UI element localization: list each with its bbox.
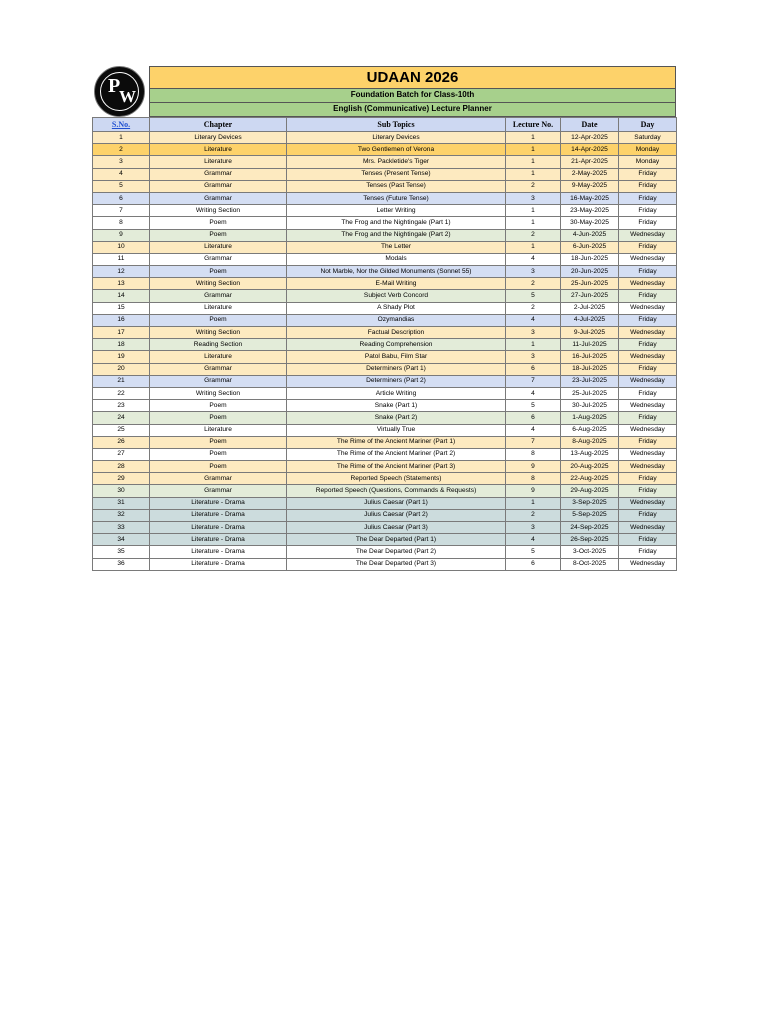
cell-lecture-no: 5 xyxy=(506,290,561,302)
cell-sno: 6 xyxy=(93,192,150,204)
cell-day: Friday xyxy=(619,473,677,485)
table-row xyxy=(93,290,677,302)
table-row xyxy=(93,448,677,460)
cell-lecture-no: 1 xyxy=(506,205,561,217)
cell-date: 18-Jul-2025 xyxy=(561,363,619,375)
table-row xyxy=(93,387,677,399)
cell-chapter: Literature - Drama xyxy=(150,534,287,546)
table-row xyxy=(93,278,677,290)
cell-date: 2-Jul-2025 xyxy=(561,302,619,314)
cell-sno: 19 xyxy=(93,351,150,363)
logo-cell xyxy=(92,66,149,117)
cell-lecture-no: 3 xyxy=(506,351,561,363)
table-row xyxy=(93,375,677,387)
table-row xyxy=(93,192,677,204)
cell-lecture-no: 4 xyxy=(506,534,561,546)
cell-chapter: Grammar xyxy=(150,473,287,485)
cell-subtopic: Not Marble, Nor the Gilded Monuments (Sonnet 55) xyxy=(287,266,506,278)
table-row xyxy=(93,436,677,448)
cell-day: Friday xyxy=(619,436,677,448)
table-header-row xyxy=(93,118,677,132)
table-row xyxy=(93,253,677,265)
cell-day: Friday xyxy=(619,339,677,351)
cell-sno: 29 xyxy=(93,473,150,485)
cell-date: 30-May-2025 xyxy=(561,217,619,229)
cell-sno: 24 xyxy=(93,412,150,424)
cell-date: 29-Aug-2025 xyxy=(561,485,619,497)
table-row xyxy=(93,546,677,558)
cell-date: 12-Apr-2025 xyxy=(561,132,619,144)
cell-chapter: Grammar xyxy=(150,253,287,265)
cell-day: Friday xyxy=(619,205,677,217)
cell-sno: 8 xyxy=(93,217,150,229)
cell-date: 4-Jul-2025 xyxy=(561,314,619,326)
cell-subtopic: The Dear Departed (Part 2) xyxy=(287,546,506,558)
cell-date: 14-Apr-2025 xyxy=(561,144,619,156)
cell-date: 16-Jul-2025 xyxy=(561,351,619,363)
cell-sno: 36 xyxy=(93,558,150,570)
cell-chapter: Literature xyxy=(150,424,287,436)
cell-lecture-no: 1 xyxy=(506,217,561,229)
cell-lecture-no: 1 xyxy=(506,339,561,351)
cell-lecture-no: 8 xyxy=(506,448,561,460)
cell-day: Friday xyxy=(619,241,677,253)
cell-sno: 18 xyxy=(93,339,150,351)
cell-chapter: Poem xyxy=(150,217,287,229)
column-header-sno[interactable]: S.No. xyxy=(93,118,150,132)
table-row xyxy=(93,156,677,168)
cell-date: 4-Jun-2025 xyxy=(561,229,619,241)
cell-day: Wednesday xyxy=(619,278,677,290)
cell-lecture-no: 2 xyxy=(506,278,561,290)
cell-day: Wednesday xyxy=(619,253,677,265)
cell-lecture-no: 7 xyxy=(506,436,561,448)
cell-lecture-no: 4 xyxy=(506,424,561,436)
cell-day: Monday xyxy=(619,144,677,156)
cell-chapter: Literature - Drama xyxy=(150,509,287,521)
cell-chapter: Literature - Drama xyxy=(150,497,287,509)
cell-sno: 26 xyxy=(93,436,150,448)
cell-sno: 21 xyxy=(93,375,150,387)
cell-date: 5-Sep-2025 xyxy=(561,509,619,521)
cell-day: Friday xyxy=(619,387,677,399)
cell-lecture-no: 7 xyxy=(506,375,561,387)
cell-day: Friday xyxy=(619,314,677,326)
cell-subtopic: The Rime of the Ancient Mariner (Part 3) xyxy=(287,461,506,473)
table-row xyxy=(93,327,677,339)
cell-chapter: Poem xyxy=(150,461,287,473)
cell-date: 1-Aug-2025 xyxy=(561,412,619,424)
cell-date: 18-Jun-2025 xyxy=(561,253,619,265)
cell-chapter: Reading Section xyxy=(150,339,287,351)
cell-sno: 11 xyxy=(93,253,150,265)
cell-subtopic: Literary Devices xyxy=(287,132,506,144)
table-row xyxy=(93,522,677,534)
cell-chapter: Writing Section xyxy=(150,205,287,217)
cell-lecture-no: 4 xyxy=(506,253,561,265)
planner-subtitle: English (Communicative) Lecture Planner xyxy=(149,103,676,117)
cell-sno: 25 xyxy=(93,424,150,436)
table-row xyxy=(93,266,677,278)
cell-subtopic: The Letter xyxy=(287,241,506,253)
cell-lecture-no: 1 xyxy=(506,144,561,156)
cell-subtopic: Determiners (Part 2) xyxy=(287,375,506,387)
cell-chapter: Grammar xyxy=(150,180,287,192)
cell-lecture-no: 1 xyxy=(506,168,561,180)
cell-lecture-no: 3 xyxy=(506,327,561,339)
cell-sno: 27 xyxy=(93,448,150,460)
table-row xyxy=(93,132,677,144)
cell-date: 20-Aug-2025 xyxy=(561,461,619,473)
cell-subtopic: Letter Writing xyxy=(287,205,506,217)
cell-lecture-no: 6 xyxy=(506,558,561,570)
cell-day: Wednesday xyxy=(619,448,677,460)
cell-sno: 28 xyxy=(93,461,150,473)
cell-sno: 35 xyxy=(93,546,150,558)
cell-day: Friday xyxy=(619,192,677,204)
cell-lecture-no: 3 xyxy=(506,266,561,278)
cell-subtopic: The Dear Departed (Part 1) xyxy=(287,534,506,546)
table-row xyxy=(93,168,677,180)
cell-day: Wednesday xyxy=(619,424,677,436)
cell-chapter: Grammar xyxy=(150,363,287,375)
cell-date: 30-Jul-2025 xyxy=(561,400,619,412)
cell-subtopic: Modals xyxy=(287,253,506,265)
cell-subtopic: Julius Caesar (Part 2) xyxy=(287,509,506,521)
cell-day: Wednesday xyxy=(619,400,677,412)
cell-subtopic: Virtually True xyxy=(287,424,506,436)
cell-date: 8-Oct-2025 xyxy=(561,558,619,570)
cell-subtopic: Determiners (Part 1) xyxy=(287,363,506,375)
cell-lecture-no: 1 xyxy=(506,241,561,253)
cell-sno: 9 xyxy=(93,229,150,241)
table-row xyxy=(93,497,677,509)
cell-lecture-no: 8 xyxy=(506,473,561,485)
table-row xyxy=(93,229,677,241)
cell-day: Wednesday xyxy=(619,302,677,314)
logo-letter-p: P xyxy=(108,75,121,97)
cell-date: 23-May-2025 xyxy=(561,205,619,217)
cell-subtopic: A Shady Plot xyxy=(287,302,506,314)
table-row xyxy=(93,534,677,546)
cell-day: Friday xyxy=(619,290,677,302)
cell-sno: 2 xyxy=(93,144,150,156)
cell-date: 11-Jul-2025 xyxy=(561,339,619,351)
cell-day: Friday xyxy=(619,363,677,375)
cell-sno: 13 xyxy=(93,278,150,290)
cell-subtopic: Patol Babu, Film Star xyxy=(287,351,506,363)
cell-subtopic: Tenses (Past Tense) xyxy=(287,180,506,192)
cell-date: 27-Jun-2025 xyxy=(561,290,619,302)
cell-day: Friday xyxy=(619,534,677,546)
cell-lecture-no: 4 xyxy=(506,387,561,399)
cell-lecture-no: 3 xyxy=(506,522,561,534)
cell-day: Wednesday xyxy=(619,375,677,387)
table-row xyxy=(93,363,677,375)
cell-sno: 14 xyxy=(93,290,150,302)
cell-day: Friday xyxy=(619,180,677,192)
table-row xyxy=(93,302,677,314)
cell-chapter: Poem xyxy=(150,266,287,278)
cell-subtopic: Snake (Part 1) xyxy=(287,400,506,412)
table-row xyxy=(93,314,677,326)
logo-letter-w: W xyxy=(119,87,136,106)
cell-sno: 16 xyxy=(93,314,150,326)
table-row xyxy=(93,558,677,570)
column-header-lecture-no: Lecture No. xyxy=(506,118,561,132)
cell-chapter: Writing Section xyxy=(150,387,287,399)
cell-lecture-no: 4 xyxy=(506,314,561,326)
cell-chapter: Literature xyxy=(150,241,287,253)
cell-chapter: Literature - Drama xyxy=(150,558,287,570)
cell-subtopic: The Rime of the Ancient Mariner (Part 1) xyxy=(287,436,506,448)
cell-chapter: Writing Section xyxy=(150,278,287,290)
cell-subtopic: Mrs. Packletide's Tiger xyxy=(287,156,506,168)
cell-subtopic: Subject Verb Concord xyxy=(287,290,506,302)
cell-day: Wednesday xyxy=(619,558,677,570)
cell-sno: 12 xyxy=(93,266,150,278)
cell-chapter: Poem xyxy=(150,229,287,241)
cell-subtopic: The Frog and the Nightingale (Part 2) xyxy=(287,229,506,241)
cell-day: Friday xyxy=(619,168,677,180)
column-header-day: Day xyxy=(619,118,677,132)
cell-chapter: Literature xyxy=(150,302,287,314)
cell-date: 22-Aug-2025 xyxy=(561,473,619,485)
cell-subtopic: Reported Speech (Statements) xyxy=(287,473,506,485)
cell-day: Friday xyxy=(619,412,677,424)
cell-day: Monday xyxy=(619,156,677,168)
column-header-chapter: Chapter xyxy=(150,118,287,132)
cell-sno: 4 xyxy=(93,168,150,180)
cell-subtopic: Ozymandias xyxy=(287,314,506,326)
cell-sno: 3 xyxy=(93,156,150,168)
cell-date: 8-Aug-2025 xyxy=(561,436,619,448)
table-row xyxy=(93,485,677,497)
cell-chapter: Poem xyxy=(150,436,287,448)
table-row xyxy=(93,412,677,424)
cell-date: 16-May-2025 xyxy=(561,192,619,204)
cell-chapter: Grammar xyxy=(150,168,287,180)
cell-lecture-no: 1 xyxy=(506,156,561,168)
cell-lecture-no: 9 xyxy=(506,485,561,497)
page-title: UDAAN 2026 xyxy=(149,66,676,89)
cell-chapter: Literature - Drama xyxy=(150,522,287,534)
cell-subtopic: Two Gentlemen of Verona xyxy=(287,144,506,156)
cell-chapter: Poem xyxy=(150,400,287,412)
cell-sno: 15 xyxy=(93,302,150,314)
cell-day: Wednesday xyxy=(619,461,677,473)
cell-date: 25-Jun-2025 xyxy=(561,278,619,290)
table-row xyxy=(93,509,677,521)
cell-subtopic: Tenses (Present Tense) xyxy=(287,168,506,180)
table-row xyxy=(93,351,677,363)
cell-day: Wednesday xyxy=(619,327,677,339)
cell-chapter: Grammar xyxy=(150,485,287,497)
table-row xyxy=(93,180,677,192)
cell-day: Friday xyxy=(619,509,677,521)
cell-lecture-no: 1 xyxy=(506,132,561,144)
cell-chapter: Grammar xyxy=(150,290,287,302)
cell-sno: 32 xyxy=(93,509,150,521)
cell-day: Wednesday xyxy=(619,497,677,509)
cell-sno: 10 xyxy=(93,241,150,253)
table-row xyxy=(93,461,677,473)
cell-subtopic: Julius Caesar (Part 1) xyxy=(287,497,506,509)
cell-day: Friday xyxy=(619,266,677,278)
cell-day: Saturday xyxy=(619,132,677,144)
column-header-date: Date xyxy=(561,118,619,132)
cell-lecture-no: 5 xyxy=(506,400,561,412)
cell-date: 25-Jul-2025 xyxy=(561,387,619,399)
column-header-subtopics: Sub Topics xyxy=(287,118,506,132)
cell-chapter: Poem xyxy=(150,448,287,460)
cell-lecture-no: 1 xyxy=(506,497,561,509)
cell-sno: 20 xyxy=(93,363,150,375)
cell-chapter: Literary Devices xyxy=(150,132,287,144)
cell-date: 23-Jul-2025 xyxy=(561,375,619,387)
cell-date: 24-Sep-2025 xyxy=(561,522,619,534)
cell-chapter: Literature xyxy=(150,351,287,363)
cell-lecture-no: 2 xyxy=(506,229,561,241)
cell-chapter: Poem xyxy=(150,412,287,424)
table-row xyxy=(93,144,677,156)
cell-sno: 22 xyxy=(93,387,150,399)
cell-chapter: Writing Section xyxy=(150,327,287,339)
cell-day: Friday xyxy=(619,217,677,229)
cell-subtopic: Snake (Part 2) xyxy=(287,412,506,424)
cell-day: Wednesday xyxy=(619,351,677,363)
cell-chapter: Grammar xyxy=(150,375,287,387)
cell-lecture-no: 2 xyxy=(506,302,561,314)
cell-chapter: Poem xyxy=(150,314,287,326)
cell-lecture-no: 2 xyxy=(506,509,561,521)
cell-chapter: Literature xyxy=(150,156,287,168)
cell-chapter: Literature xyxy=(150,144,287,156)
cell-date: 6-Aug-2025 xyxy=(561,424,619,436)
table-row xyxy=(93,205,677,217)
lecture-table xyxy=(92,117,677,571)
cell-date: 3-Sep-2025 xyxy=(561,497,619,509)
cell-sno: 30 xyxy=(93,485,150,497)
cell-subtopic: The Frog and the Nightingale (Part 1) xyxy=(287,217,506,229)
cell-lecture-no: 2 xyxy=(506,180,561,192)
cell-lecture-no: 3 xyxy=(506,192,561,204)
cell-subtopic: Julius Caesar (Part 3) xyxy=(287,522,506,534)
cell-sno: 1 xyxy=(93,132,150,144)
table-row xyxy=(93,473,677,485)
cell-chapter: Grammar xyxy=(150,192,287,204)
cell-day: Wednesday xyxy=(619,229,677,241)
cell-sno: 17 xyxy=(93,327,150,339)
table-row xyxy=(93,400,677,412)
cell-date: 6-Jun-2025 xyxy=(561,241,619,253)
cell-chapter: Literature - Drama xyxy=(150,546,287,558)
batch-subtitle: Foundation Batch for Class-10th xyxy=(149,89,676,103)
cell-lecture-no: 5 xyxy=(506,546,561,558)
table-row xyxy=(93,217,677,229)
cell-sno: 7 xyxy=(93,205,150,217)
cell-subtopic: Article Writing xyxy=(287,387,506,399)
cell-day: Friday xyxy=(619,546,677,558)
cell-sno: 31 xyxy=(93,497,150,509)
table-row xyxy=(93,424,677,436)
cell-subtopic: Tenses (Future Tense) xyxy=(287,192,506,204)
cell-subtopic: The Rime of the Ancient Mariner (Part 2) xyxy=(287,448,506,460)
cell-date: 9-Jul-2025 xyxy=(561,327,619,339)
cell-date: 21-Apr-2025 xyxy=(561,156,619,168)
cell-subtopic: The Dear Departed (Part 3) xyxy=(287,558,506,570)
cell-date: 3-Oct-2025 xyxy=(561,546,619,558)
cell-subtopic: Reading Comprehension xyxy=(287,339,506,351)
cell-date: 13-Aug-2025 xyxy=(561,448,619,460)
cell-lecture-no: 9 xyxy=(506,461,561,473)
cell-lecture-no: 6 xyxy=(506,363,561,375)
cell-sno: 34 xyxy=(93,534,150,546)
cell-date: 26-Sep-2025 xyxy=(561,534,619,546)
table-row xyxy=(93,241,677,253)
cell-subtopic: E-Mail Writing xyxy=(287,278,506,290)
cell-date: 9-May-2025 xyxy=(561,180,619,192)
cell-lecture-no: 6 xyxy=(506,412,561,424)
cell-subtopic: Factual Description xyxy=(287,327,506,339)
cell-date: 2-May-2025 xyxy=(561,168,619,180)
pw-logo-icon xyxy=(94,66,145,117)
cell-sno: 5 xyxy=(93,180,150,192)
table-row xyxy=(93,339,677,351)
cell-subtopic: Reported Speech (Questions, Commands & Requests) xyxy=(287,485,506,497)
cell-day: Wednesday xyxy=(619,522,677,534)
cell-sno: 33 xyxy=(93,522,150,534)
cell-date: 20-Jun-2025 xyxy=(561,266,619,278)
cell-sno: 23 xyxy=(93,400,150,412)
cell-day: Friday xyxy=(619,485,677,497)
